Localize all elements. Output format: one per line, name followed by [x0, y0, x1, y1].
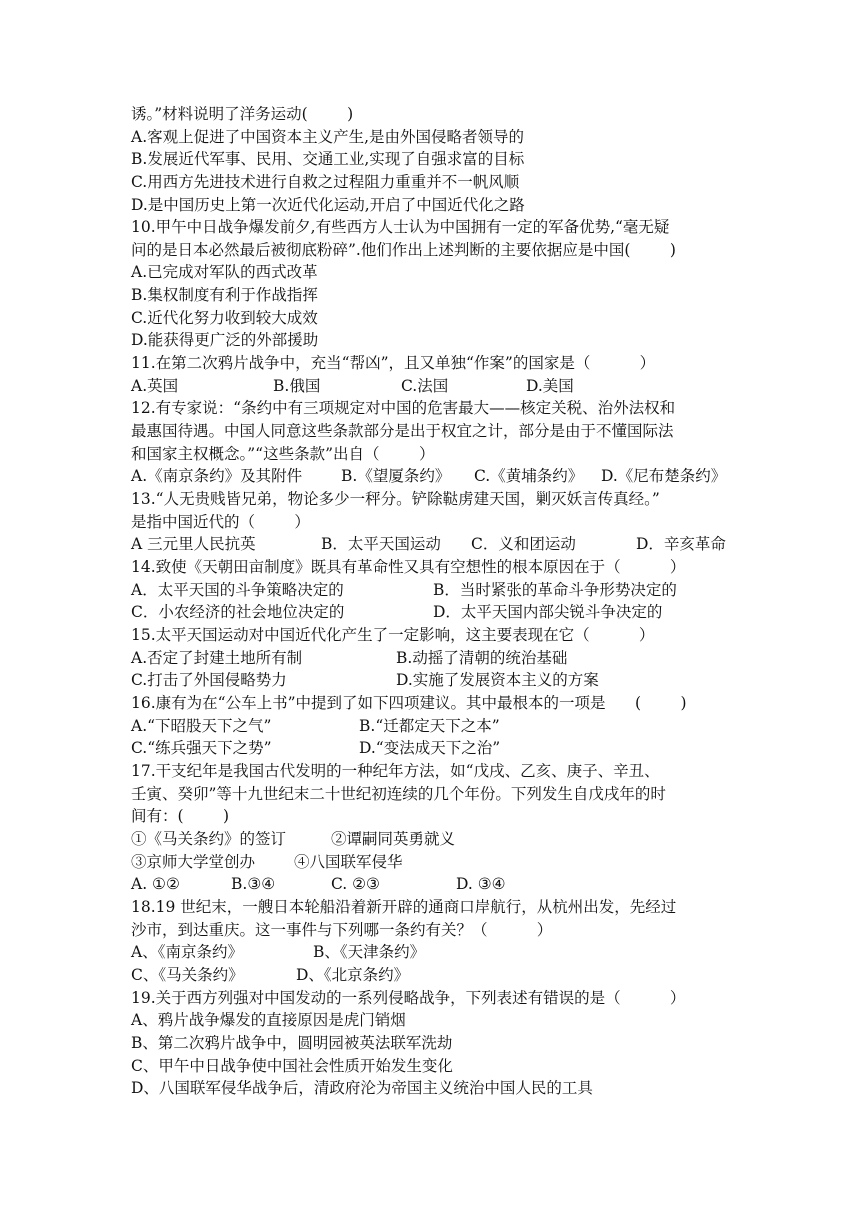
q15-option-c: C.打击了外国侵略势力: [131, 671, 287, 689]
question-13-stem: 13.“人无贵贱皆兄弟，物论多少一秤分。铲除鞑虏建天国，剿灭妖言传真经。”: [131, 490, 660, 508]
q17-item-4: ④八国联军侵华: [294, 853, 403, 871]
q14-option-a: A．太平天国的斗争策略决定的: [131, 581, 344, 599]
q14-option-d: D．太平天国内部尖锐斗争决定的: [433, 603, 663, 621]
q10-option-d: D.能获得更广泛的外部援助: [131, 331, 319, 349]
q12-option-c: C.《黄埔条约》: [474, 467, 584, 485]
question-16-stem: 16.康有为在“公车上书”中提到了如下四项建议。其中最根本的一项是 ( ): [131, 694, 687, 712]
q17-item-3: ③京师大学堂创办: [131, 853, 256, 871]
q16-option-d: D.“变法成天下之治”: [359, 739, 501, 757]
question-9-stem-end: 诱。”材料说明了洋务运动( ): [131, 105, 354, 123]
question-13-stem-cont: 是指中国近代的（ ）: [131, 513, 310, 531]
q13-option-d: D．辛亥革命: [636, 535, 726, 553]
question-11-stem: 11.在第二次鸦片战争中，充当“帮凶”，且又单独“作案”的国家是（ ）: [131, 354, 656, 372]
q19-option-d: D、八国联军侵华战争后，清政府沦为帝国主义统治中国人民的工具: [131, 1079, 593, 1097]
question-15-stem: 15.太平天国运动对中国近代化产生了一定影响，这主要表现在它（ ）: [131, 626, 655, 644]
q17-option-d: D. ③④: [456, 875, 506, 893]
q10-option-b: B.集权制度有利于作战指挥: [131, 286, 318, 304]
question-18-stem-cont: 沙市，到达重庆。这一事件与下列哪一条约有关？（ ）: [131, 921, 553, 939]
q13-option-a: A 三元里人民抗英: [131, 535, 256, 553]
q19-option-c: C、甲午中日战争使中国社会性质开始发生变化: [131, 1057, 453, 1075]
q15-option-a: A.否定了封建土地所有制: [131, 649, 303, 667]
q16-option-c: C.“练兵强天下之势”: [131, 739, 272, 757]
question-12-stem-cont2: 和国家主权概念。”“这些条款”出自（ ）: [131, 445, 435, 463]
q11-option-d: D.美国: [526, 377, 574, 395]
q14-option-c: C．小农经济的社会地位决定的: [131, 603, 345, 621]
question-10-stem-cont: 问的是日本必然最后被彻底粉碎”.他们作出上述判断的主要依据应是中国( ): [131, 241, 676, 259]
q17-item-2: ②谭嗣同英勇就义: [331, 830, 456, 848]
question-19-stem: 19.关于西方列强对中国发动的一系列侵略战争，下列表述有错误的是（ ）: [131, 989, 686, 1007]
q17-option-b: B.③④: [231, 875, 276, 893]
q9-option-a: A.客观上促进了中国资本主义产生,是由外国侵略者领导的: [131, 128, 525, 146]
q10-option-a: A.已完成对军队的西式改革: [131, 263, 318, 281]
q15-option-b: B.动摇了清朝的统治基础: [396, 649, 568, 667]
q12-option-b: B.《望厦条约》: [341, 467, 451, 485]
q11-option-c: C.法国: [401, 377, 449, 395]
q16-option-b: B.“迁都定天下之本”: [359, 717, 500, 735]
q17-item-1: ①《马关条约》的签订: [131, 830, 287, 848]
question-12-stem-cont: 最惠国待遇。中国人同意这些条款部分是出于权宜之计，部分是由于不懂国际法: [131, 422, 674, 440]
question-18-stem: 18.19 世纪末，一艘日本轮船沿着新开辟的通商口岸航行，从杭州出发，先经过: [131, 898, 677, 916]
q18-option-c: C、《马关条约》: [131, 966, 244, 984]
q19-option-a: A、鸦片战争爆发的直接原因是虎门销烟: [131, 1011, 406, 1029]
q15-option-d: D.实施了发展资本主义的方案: [396, 671, 599, 689]
q12-option-d: D.《尼布楚条约》: [601, 467, 727, 485]
q16-option-a: A.“下昭股天下之气”: [131, 717, 272, 735]
question-12-stem: 12.有专家说：“条约中有三项规定对中国的危害最大——核定关税、治外法权和: [131, 399, 676, 417]
q18-option-d: D、《北京条约》: [296, 966, 410, 984]
q11-option-b: B.俄国: [273, 377, 321, 395]
q9-option-b: B.发展近代军事、民用、交通工业,实现了自强求富的目标: [131, 150, 525, 168]
q14-option-b: B．当时紧张的革命斗争形势决定的: [433, 581, 677, 599]
q17-option-c: C. ②③: [331, 875, 380, 893]
q10-option-c: C.近代化努力收到较大成效: [131, 309, 318, 327]
q13-option-b: B．太平天国运动: [321, 535, 441, 553]
question-17-stem-cont2: 间有：( ): [131, 807, 230, 825]
q19-option-b: B、第二次鸦片战争中，圆明园被英法联军洗劫: [131, 1034, 453, 1052]
question-17-stem-cont: 壬寅、癸卯”等十九世纪末二十世纪初连续的几个年份。下列发生自戊戌年的时: [131, 785, 666, 803]
question-14-stem: 14.致使《天朝田亩制度》既具有革命性又具有空想性的根本原因在于（ ）: [131, 558, 686, 576]
q9-option-d: D.是中国历史上第一次近代化运动,开启了中国近代化之路: [131, 196, 525, 214]
q17-option-a: A. ①②: [131, 875, 180, 893]
q12-option-a: A.《南京条约》及其附件: [131, 467, 303, 485]
q11-option-a: A.英国: [131, 377, 179, 395]
q9-option-c: C.用西方先进技术进行自救之过程阻力重重并不一帆风顺: [131, 173, 520, 191]
q18-option-b: B、《天津条约》: [313, 943, 426, 961]
question-17-stem: 17.干支纪年是我国古代发明的一种纪年方法，如“戊戌、乙亥、庚子、辛丑、: [131, 762, 660, 780]
question-10-stem: 10.甲午中日战争爆发前夕,有些西方人士认为中国拥有一定的军备优势,“毫无疑: [131, 218, 670, 236]
q18-option-a: A、《南京条约》: [131, 943, 243, 961]
q13-option-c: C．义和团运动: [471, 535, 576, 553]
